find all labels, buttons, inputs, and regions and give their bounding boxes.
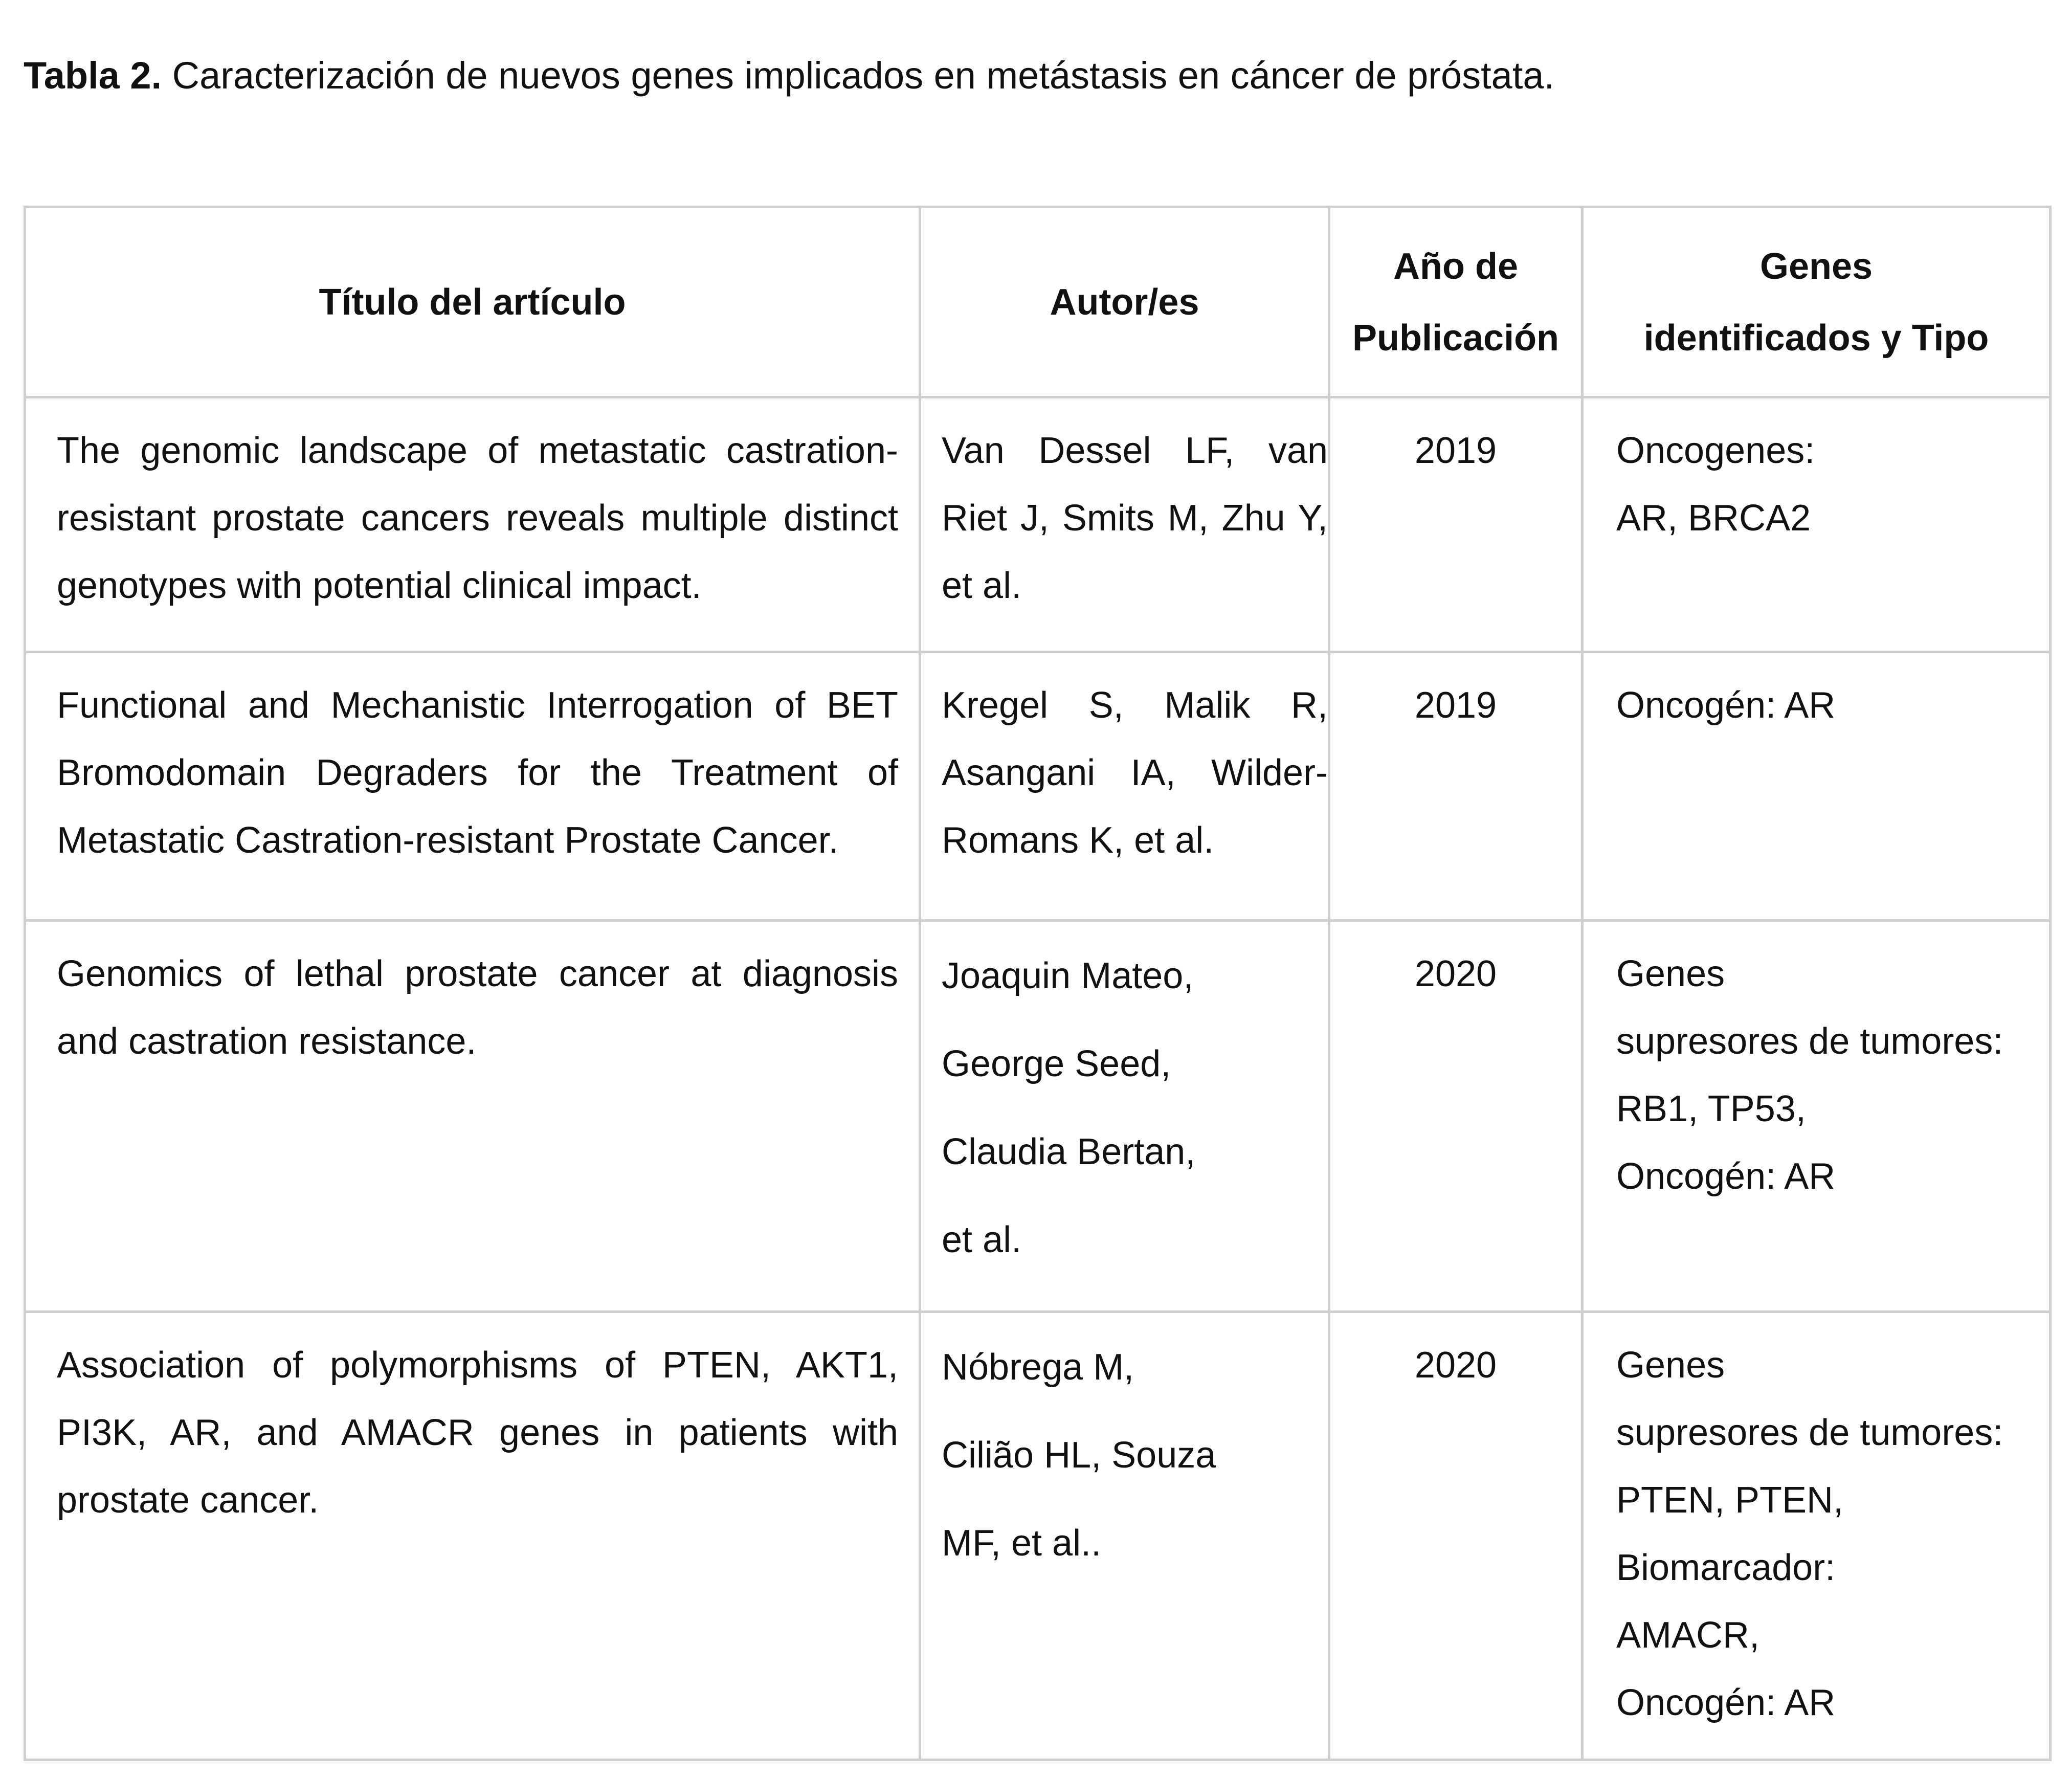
header-genes-line1: Genes xyxy=(1759,246,1873,287)
cell-genes: Genes supresores de tumores: PTEN, PTEN, Biomarcador: AMACR, Oncogén: AR xyxy=(1583,1312,2051,1760)
table-row xyxy=(25,921,2051,1312)
cell-title: The genomic landscape of metastatic castration-resistant prostate cancers reveals multiple distinct genotypes with potential clinical impact. xyxy=(25,397,920,652)
cell-year: 2020 xyxy=(1329,921,1583,1312)
cell-year: 2020 xyxy=(1329,1312,1583,1760)
header-year xyxy=(1329,207,1583,397)
cell-authors: Joaquin Mateo, George Seed, Claudia Bertan, et al. xyxy=(920,921,1329,1312)
cell-genes: Genes supresores de tumores: RB1, TP53, Oncogén: AR xyxy=(1583,921,2051,1312)
table-caption xyxy=(24,50,1554,101)
caption-text: Caracterización de nuevos genes implicados en metástasis en cáncer de próstata. xyxy=(162,54,1555,97)
cell-authors: Nóbrega M, Cilião HL, Souza MF, et al.. xyxy=(920,1312,1329,1760)
cell-genes: Oncogenes: AR, BRCA2 xyxy=(1583,397,2051,652)
header-genes xyxy=(1583,207,2051,397)
header-authors: Autor/es xyxy=(920,207,1329,397)
cell-title: Association of polymorphisms of PTEN, AKT1, PI3K, AR, and AMACR genes in patients with prostate cancer. xyxy=(25,1312,920,1760)
cell-genes: Oncogén: AR xyxy=(1583,652,2051,921)
table-row xyxy=(25,1312,2051,1760)
cell-authors: Kregel S, Malik R, Asangani IA, Wilder-Romans K, et al. xyxy=(920,652,1329,921)
cell-title: Functional and Mechanistic Interrogation of BET Bromodomain Degraders for the Treatment of Metastatic Castration-resistant Prostate Cancer. xyxy=(25,652,920,921)
table-row xyxy=(25,652,2051,921)
cell-year: 2019 xyxy=(1329,397,1583,652)
table-row xyxy=(25,397,2051,652)
cell-year: 2019 xyxy=(1329,652,1583,921)
header-genes-line2: identificados y Tipo xyxy=(1643,317,1989,359)
header-title: Título del artículo xyxy=(25,207,920,397)
cell-title: Genomics of lethal prostate cancer at diagnosis and castration resistance. xyxy=(25,921,920,1312)
table-header-row xyxy=(25,207,2051,397)
caption-label: Tabla 2. xyxy=(24,54,162,97)
genes-table xyxy=(24,206,2052,1761)
header-year-line1: Año de xyxy=(1393,246,1518,287)
cell-authors: Van Dessel LF, van Riet J, Smits M, Zhu Y, et al. xyxy=(920,397,1329,652)
header-year-line2: Publicación xyxy=(1352,317,1559,359)
